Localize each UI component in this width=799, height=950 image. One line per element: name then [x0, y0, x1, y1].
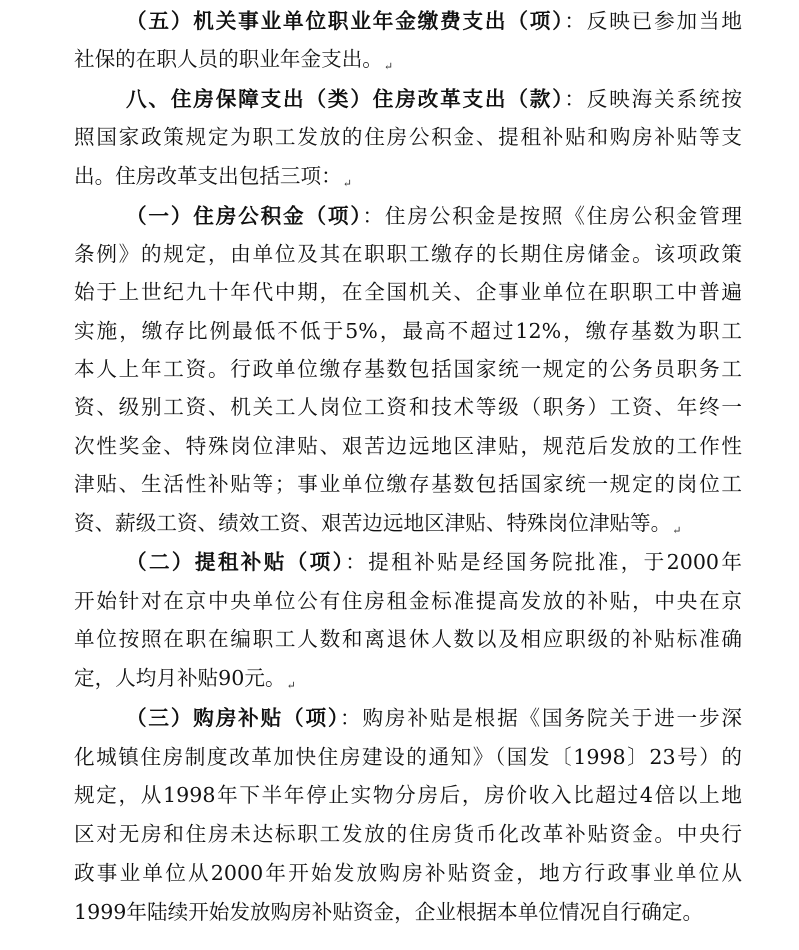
body-text: 津贴、生活性补贴等；事业单位缴存基数包括国家统一规定的岗位工 — [74, 472, 742, 496]
body-text: 次性奖金、特殊岗位津贴、艰苦边远地区津贴，规范后发放的工作性 — [74, 434, 742, 458]
body-text: 规定，从1998年下半年停止实物分房后，房价收入比超过4倍以上地 — [74, 783, 742, 807]
body-text: 资、级别工资、机关工人岗位工资和技术等级（职务）工资、年终一 — [74, 395, 742, 419]
body-text: 出。住房改革支出包括三项： — [74, 164, 342, 188]
paragraph-line — [74, 895, 742, 929]
body-text: 化城镇住房制度改革加快住房建设的通知》（国发〔1998〕23号）的 — [74, 745, 742, 769]
body-text: 单位按照在职在编职工人数和离退休人数以及相应职级的补贴标准确 — [74, 627, 742, 651]
paragraph-mark-icon: ↵ — [286, 679, 296, 692]
paragraph-line — [74, 390, 742, 424]
paragraph-line — [126, 82, 742, 116]
paragraph-mark-icon: ↵ — [383, 60, 394, 73]
paragraph-line — [74, 120, 742, 154]
paragraph-line — [74, 661, 742, 695]
body-text: ：反映海关系统按 — [564, 87, 743, 111]
paragraph-line — [74, 42, 742, 76]
paragraph-line — [74, 275, 742, 309]
paragraph-line — [74, 429, 742, 463]
paragraph-line — [74, 159, 742, 193]
paragraph-line — [74, 817, 742, 851]
section-heading: （二）提租补贴（项） — [126, 550, 346, 574]
body-text: 1999年陆续开始发放购房补贴资金，企业根据本单位情况自行确定。 — [74, 900, 704, 924]
paragraph-line — [74, 856, 742, 890]
paragraph-line — [74, 740, 742, 774]
paragraph-line — [74, 352, 742, 386]
body-text: 实施，缴存比例最低不低于5%，最高不超过12%，缴存基数为职工 — [74, 319, 742, 343]
body-text: ：住房公积金是按照《住房公积金管理 — [362, 204, 742, 228]
paragraph-line — [74, 622, 742, 656]
paragraph-line — [74, 506, 742, 540]
paragraph-line — [74, 584, 742, 618]
body-text: 政事业单位从2000年开始发放购房补贴资金，地方行政事业单位从 — [74, 861, 742, 885]
section-heading: （三）购房补贴（项） — [126, 706, 341, 730]
section-heading: （五）机关事业单位职业年金缴费支出（项） — [126, 9, 565, 33]
paragraph-line — [74, 467, 742, 501]
body-text: 始于上世纪九十年代中期，在全国机关、企事业单位在职职工中普遍 — [74, 280, 742, 304]
paragraph-line — [126, 199, 742, 233]
section-heading: 八、住房保障支出（类）住房改革支出（款） — [126, 87, 565, 111]
body-text: 照国家政策规定为职工发放的住房公积金、提租补贴和购房补贴等支 — [74, 125, 742, 149]
paragraph-line — [74, 237, 742, 271]
paragraph-line — [74, 314, 742, 348]
paragraph-line — [126, 4, 742, 38]
body-text: 资、薪级工资、绩效工资、艰苦边远地区津贴、特殊岗位津贴等。 — [74, 511, 672, 535]
paragraph-mark-icon: ↵ — [672, 524, 682, 537]
body-text: ：购房补贴是根据《国务院关于进一步深 — [340, 706, 743, 730]
body-text: 区对无房和住房未达标职工发放的住房货币化改革补贴资金。中央行 — [74, 822, 742, 846]
paragraph-line — [126, 545, 742, 579]
body-text: 社保的在职人员的职业年金支出。 — [74, 47, 383, 71]
paragraph-mark-icon: ↵ — [342, 177, 352, 190]
section-heading: （一）住房公积金（项） — [126, 204, 363, 228]
paragraph-line — [74, 778, 742, 812]
body-text: 开始针对在京中央单位公有住房租金标准提高发放的补贴，中央在京 — [74, 589, 742, 613]
body-text: 定，人均月补贴90元。 — [74, 666, 286, 690]
paragraph-line — [126, 701, 742, 735]
body-text: 本人上年工资。行政单位缴存基数包括国家统一规定的公务员职务工 — [74, 357, 742, 381]
body-text: ：反映已参加当地 — [564, 9, 743, 33]
body-text: 条例》的规定，由单位及其在职职工缴存的长期住房储金。该项政策 — [74, 242, 742, 266]
body-text: ：提租补贴是经国务院批准，于2000年 — [345, 550, 742, 574]
